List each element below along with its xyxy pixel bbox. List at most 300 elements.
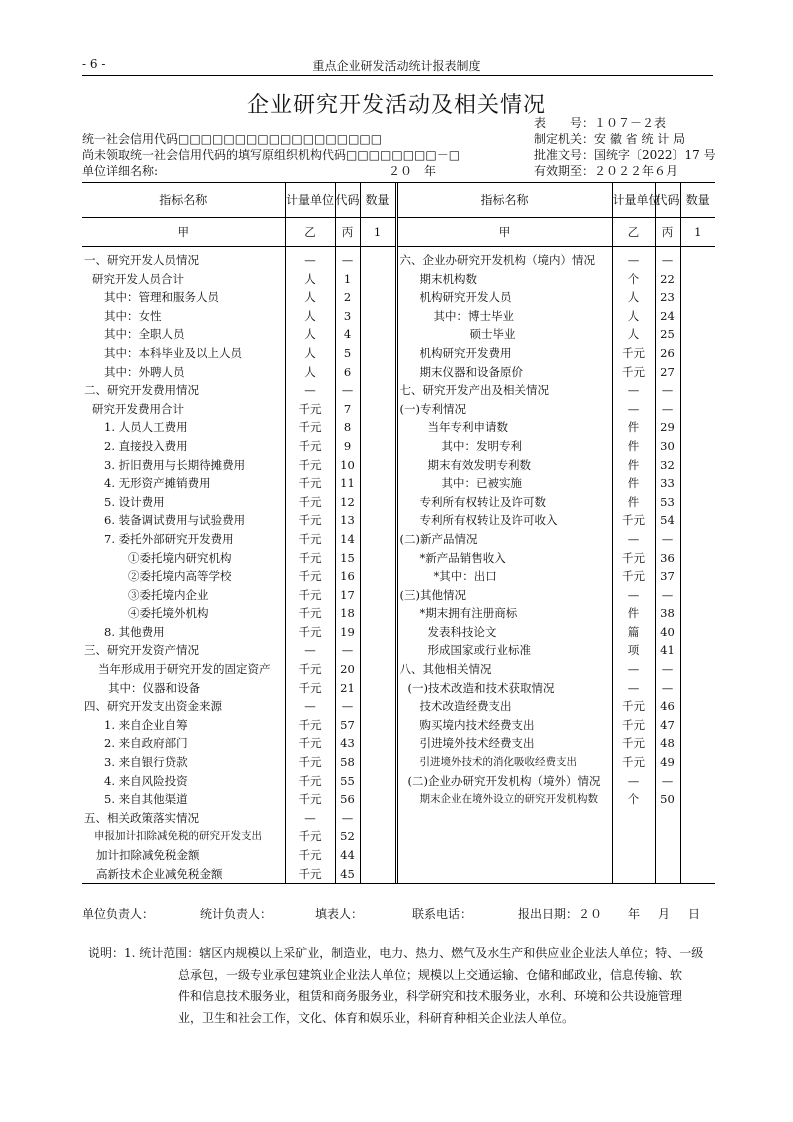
unit-cell: 千元 xyxy=(285,623,335,642)
qty-cell xyxy=(680,549,715,568)
unit-cell: 千元 xyxy=(285,604,335,623)
code-cell xyxy=(655,827,680,846)
unit-cell: 千元 xyxy=(612,753,655,772)
indicator-name: 专利所有权转让及许可收入 xyxy=(396,511,612,530)
table-row xyxy=(82,344,715,363)
code-cell: 54 xyxy=(655,511,680,530)
code-cell: 29 xyxy=(655,418,680,437)
col-header-code: 代码 xyxy=(335,183,360,218)
indicator-name: 5. 来自其他渠道 xyxy=(104,792,188,807)
footer-phone: 联系电话： xyxy=(412,907,473,921)
code-cell: 9 xyxy=(335,437,360,456)
unit-cell: — xyxy=(612,679,655,698)
table-row xyxy=(82,827,715,846)
unit-cell: — xyxy=(612,586,655,605)
qty-cell xyxy=(680,381,715,400)
indicator-name: 1. 人员人工费用 xyxy=(104,420,188,435)
qty-cell xyxy=(680,437,715,456)
qty-cell xyxy=(360,288,396,307)
indicator-name: (三)其他情况 xyxy=(396,586,612,605)
unit-cell: 人 xyxy=(612,288,655,307)
unit-cell: 人 xyxy=(285,363,335,382)
unit-cell: 人 xyxy=(612,325,655,344)
unit-cell: 千元 xyxy=(285,790,335,809)
col-sub-qty: 1 xyxy=(360,218,396,247)
unit-cell: 人 xyxy=(285,270,335,289)
qty-cell xyxy=(360,493,396,512)
note-line: 件和信息技术服务业，租赁和商务服务业，科学研究和技术服务业，水利、环境和公共设施管理 xyxy=(178,989,683,1003)
qty-cell xyxy=(680,716,715,735)
unit-cell: 个 xyxy=(612,270,655,289)
qty-cell xyxy=(680,567,715,586)
code-cell: 49 xyxy=(655,753,680,772)
code-cell: 15 xyxy=(335,549,360,568)
code-cell: 2 xyxy=(335,288,360,307)
unit-cell: — xyxy=(612,247,655,270)
code-cell: 12 xyxy=(335,493,360,512)
unit-cell: 件 xyxy=(612,604,655,623)
qty-cell xyxy=(360,623,396,642)
unit-cell: 千元 xyxy=(285,716,335,735)
table-row xyxy=(82,679,715,698)
table-row xyxy=(82,325,715,344)
indicator-name: 2. 来自政府部门 xyxy=(104,736,188,751)
indicator-name: 其中：女性 xyxy=(104,308,162,323)
indicator-name: 硕士毕业 xyxy=(396,325,612,344)
code-cell: 38 xyxy=(655,604,680,623)
indicator-name: 三、研究开发资产情况 xyxy=(84,643,199,658)
table-row xyxy=(82,772,715,791)
approval-number: 批准文号：国统字〔2022〕17 号 xyxy=(534,148,716,162)
table-row xyxy=(82,493,715,512)
indicator-name: 3. 折旧费用与长期待摊费用 xyxy=(104,457,246,472)
qty-cell xyxy=(360,641,396,660)
qty-cell xyxy=(680,307,715,326)
unit-cell: 千元 xyxy=(285,493,335,512)
table-row xyxy=(82,474,715,493)
table-row xyxy=(82,437,715,456)
col-header-unit: 计量单位 xyxy=(285,183,335,218)
qty-cell xyxy=(360,716,396,735)
table-row xyxy=(82,734,715,753)
qty-cell xyxy=(680,865,715,884)
qty-cell xyxy=(360,697,396,716)
indicator-name: 其中：博士毕业 xyxy=(396,307,612,326)
unit-cell: 人 xyxy=(285,307,335,326)
qty-cell xyxy=(360,247,396,270)
indicator-name: 其中：仪器和设备 xyxy=(108,680,200,695)
qty-cell xyxy=(680,586,715,605)
unit-cell: — xyxy=(612,660,655,679)
qty-cell xyxy=(360,381,396,400)
code-cell: 37 xyxy=(655,567,680,586)
table-row xyxy=(82,865,715,884)
unit-cell: 千元 xyxy=(612,716,655,735)
indicator-name: 加计扣除减免税金额 xyxy=(96,848,200,862)
table-row xyxy=(82,604,715,623)
indicator-name: ①委托境内研究机构 xyxy=(128,550,232,565)
indicator-name: ③委托境内企业 xyxy=(128,587,209,602)
col-header-name: 指标名称 xyxy=(82,183,285,218)
unit-cell: 千元 xyxy=(612,363,655,382)
code-cell: 53 xyxy=(655,493,680,512)
code-cell: — xyxy=(655,400,680,419)
indicator-name: (二)企业办研究开发机构（境外）情况 xyxy=(396,772,612,791)
indicator-name: 其中：外聘人员 xyxy=(104,364,185,379)
unit-cell: 人 xyxy=(612,307,655,326)
qty-cell xyxy=(360,344,396,363)
table-row xyxy=(82,418,715,437)
qty-cell xyxy=(680,344,715,363)
code-cell: 52 xyxy=(335,827,360,846)
qty-cell xyxy=(360,474,396,493)
code-cell: 1 xyxy=(335,270,360,289)
unit-cell: 千元 xyxy=(612,511,655,530)
unit-cell xyxy=(612,865,655,884)
table-row xyxy=(82,247,715,270)
indicator-name: 引进境外技术的消化吸收经费支出 xyxy=(396,753,612,772)
code-cell: 3 xyxy=(335,307,360,326)
indicator-name: 八、其他相关情况 xyxy=(396,660,612,679)
col-sub-code: 丙 xyxy=(335,218,360,247)
unit-cell: 个 xyxy=(612,790,655,809)
code-cell: 13 xyxy=(335,511,360,530)
code-cell: 26 xyxy=(655,344,680,363)
code-cell: — xyxy=(655,586,680,605)
unit-cell: 篇 xyxy=(612,623,655,642)
indicator-name: 5. 设计费用 xyxy=(104,494,165,509)
code-cell: — xyxy=(335,381,360,400)
code-cell: 20 xyxy=(335,660,360,679)
table-row xyxy=(82,846,715,865)
unit-cell: — xyxy=(612,772,655,791)
indicator-name: 六、企业办研究开发机构（境内）情况 xyxy=(396,247,612,270)
table-row xyxy=(82,549,715,568)
unit-cell: 千元 xyxy=(285,418,335,437)
indicator-name: *新产品销售收入 xyxy=(396,549,612,568)
code-cell: 7 xyxy=(335,400,360,419)
code-cell: — xyxy=(655,772,680,791)
qty-cell xyxy=(360,827,396,846)
table-row xyxy=(82,790,715,809)
unit-cell: 件 xyxy=(612,493,655,512)
indicator-name: 期末机构数 xyxy=(396,270,612,289)
indicator-name xyxy=(396,809,612,828)
code-cell: 4 xyxy=(335,325,360,344)
indicator-name: 期末有效发明专利数 xyxy=(396,456,612,475)
table-row xyxy=(82,381,715,400)
indicator-name: 其中：已被实施 xyxy=(396,474,612,493)
qty-cell xyxy=(360,734,396,753)
indicator-name: (一)专利情况 xyxy=(396,400,612,419)
explanatory-notes xyxy=(88,943,704,1029)
unit-cell: 千元 xyxy=(285,474,335,493)
table-row xyxy=(82,456,715,475)
unit-cell: 千元 xyxy=(285,772,335,791)
unit-cell: 件 xyxy=(612,456,655,475)
running-title: 重点企业研发活动统计报表制度 xyxy=(312,59,481,73)
qty-cell xyxy=(360,809,396,828)
indicator-name: 期末仪器和设备原价 xyxy=(396,363,612,382)
unit-cell: 千元 xyxy=(612,734,655,753)
unit-cell: 千元 xyxy=(285,511,335,530)
table-row xyxy=(82,511,715,530)
indicator-name: 其中：全职人员 xyxy=(104,327,185,342)
qty-cell xyxy=(360,549,396,568)
unit-cell: 千元 xyxy=(285,846,335,865)
indicator-name: 1. 来自企业自筹 xyxy=(104,717,188,732)
code-cell: 50 xyxy=(655,790,680,809)
indicator-name: 二、研究开发费用情况 xyxy=(84,383,199,398)
indicator-name: 七、研究开发产出及相关情况 xyxy=(396,381,612,400)
code-cell: 10 xyxy=(335,456,360,475)
note-line: 业，卫生和社会工作，文化、体育和娱乐业，科研育种相关企业法人单位。 xyxy=(178,1010,575,1025)
code-cell: — xyxy=(335,641,360,660)
code-cell: — xyxy=(655,660,680,679)
unit-cell: 人 xyxy=(285,325,335,344)
code-cell: 21 xyxy=(335,679,360,698)
indicator-name: 2. 直接投入费用 xyxy=(104,438,188,453)
table-row xyxy=(82,363,715,382)
code-cell: — xyxy=(335,247,360,270)
code-cell: 25 xyxy=(655,325,680,344)
indicator-name: 研究开发人员合计 xyxy=(92,271,184,286)
qty-cell xyxy=(360,586,396,605)
qty-cell xyxy=(680,493,715,512)
code-cell: — xyxy=(655,247,680,270)
qty-cell xyxy=(360,679,396,698)
code-cell: 14 xyxy=(335,530,360,549)
indicator-name: *其中：出口 xyxy=(396,567,612,586)
indicator-name: 6. 装备调试费用与试验费用 xyxy=(104,513,246,528)
unit-cell: — xyxy=(612,530,655,549)
unit-cell: 千元 xyxy=(285,586,335,605)
unit-cell: 千元 xyxy=(285,549,335,568)
table-row xyxy=(82,641,715,660)
indicator-name: 当年形成用于研究开发的固定资产 xyxy=(98,662,271,677)
unit-cell: 人 xyxy=(285,344,335,363)
unit-cell: 千元 xyxy=(285,567,335,586)
indicator-name: 其中：发明专利 xyxy=(396,437,612,456)
qty-cell xyxy=(680,530,715,549)
unit-cell xyxy=(612,846,655,865)
code-cell: 24 xyxy=(655,307,680,326)
qty-cell xyxy=(680,474,715,493)
code-cell: 22 xyxy=(655,270,680,289)
unit-cell: 件 xyxy=(612,474,655,493)
form-number: 表 号：１０７－２表 xyxy=(534,116,667,130)
code-cell: — xyxy=(335,809,360,828)
code-cell: 27 xyxy=(655,363,680,382)
code-cell: 43 xyxy=(335,734,360,753)
code-cell: 57 xyxy=(335,716,360,735)
indicator-name: 机构研究开发人员 xyxy=(396,288,612,307)
qty-cell xyxy=(680,809,715,828)
footer-report-date: 报出日期：２０ xyxy=(518,907,603,921)
credit-code-line: 统一社会信用代码□□□□□□□□□□□□□□□□□□ xyxy=(82,132,383,146)
footer-month: 月 xyxy=(658,907,671,921)
qty-cell xyxy=(680,753,715,772)
qty-cell xyxy=(360,753,396,772)
col-header-qty: 数量 xyxy=(360,183,396,218)
code-cell: — xyxy=(655,679,680,698)
qty-cell xyxy=(680,400,715,419)
qty-cell xyxy=(680,418,715,437)
code-cell xyxy=(655,865,680,884)
code-cell: 56 xyxy=(335,790,360,809)
code-cell: 32 xyxy=(655,456,680,475)
qty-cell xyxy=(680,363,715,382)
footer-day: 日 xyxy=(688,907,701,921)
indicator-name: 发表科技论文 xyxy=(396,623,612,642)
table-row xyxy=(82,530,715,549)
code-cell: 40 xyxy=(655,623,680,642)
valid-until: 有效期至：２０２２年６月 xyxy=(534,164,679,178)
code-cell xyxy=(655,809,680,828)
qty-cell xyxy=(360,363,396,382)
code-cell: — xyxy=(655,530,680,549)
code-cell: 48 xyxy=(655,734,680,753)
qty-cell xyxy=(360,325,396,344)
code-cell: 44 xyxy=(335,846,360,865)
indicator-name: 4. 来自风险投资 xyxy=(104,773,188,788)
unit-cell: 千元 xyxy=(285,400,335,419)
qty-cell xyxy=(360,865,396,884)
unit-cell: 人 xyxy=(285,288,335,307)
col-header-qty: 数量 xyxy=(680,183,715,218)
qty-cell xyxy=(360,270,396,289)
indicator-name: 8. 其他费用 xyxy=(104,624,165,639)
code-cell: 30 xyxy=(655,437,680,456)
code-cell: 46 xyxy=(655,697,680,716)
code-cell: 47 xyxy=(655,716,680,735)
col-sub-unit: 乙 xyxy=(612,218,655,247)
unit-cell: 千元 xyxy=(285,437,335,456)
indicator-name: 7. 委托外部研究开发费用 xyxy=(104,531,234,546)
code-cell: 5 xyxy=(335,344,360,363)
footer-unit-head: 单位负责人： xyxy=(82,907,155,921)
indicator-name: 申报加计扣除减免税的研究开发支出 xyxy=(94,830,262,843)
unit-cell xyxy=(612,827,655,846)
code-cell: 17 xyxy=(335,586,360,605)
indicator-name: (二)新产品情况 xyxy=(396,530,612,549)
footer-stat-head: 统计负责人： xyxy=(200,907,273,921)
code-cell: — xyxy=(335,697,360,716)
qty-cell xyxy=(680,325,715,344)
qty-cell xyxy=(680,772,715,791)
unit-cell: — xyxy=(285,247,335,270)
unit-cell: 千元 xyxy=(612,344,655,363)
code-cell: 11 xyxy=(335,474,360,493)
indicator-name: 四、研究开发支出资金来源 xyxy=(84,699,222,714)
indicator-name: 其中：管理和服务人员 xyxy=(104,290,219,305)
unit-cell: 千元 xyxy=(285,679,335,698)
unit-cell: 千元 xyxy=(285,734,335,753)
qty-cell xyxy=(360,790,396,809)
indicator-name: 五、相关政策落实情况 xyxy=(84,810,199,825)
col-sub-name: 甲 xyxy=(396,218,612,247)
indicator-name: 其中：本科毕业及以上人员 xyxy=(104,345,242,360)
indicator-name: *期末拥有注册商标 xyxy=(396,604,612,623)
unit-cell: 千元 xyxy=(612,697,655,716)
qty-cell xyxy=(680,660,715,679)
indicator-name: ②委托境内高等学校 xyxy=(128,569,232,584)
unit-cell: 件 xyxy=(612,418,655,437)
indicator-name: 技术改造经费支出 xyxy=(396,697,612,716)
table-row xyxy=(82,307,715,326)
qty-cell xyxy=(680,270,715,289)
table-row xyxy=(82,716,715,735)
code-cell: 16 xyxy=(335,567,360,586)
qty-cell xyxy=(680,734,715,753)
col-sub-code: 丙 xyxy=(655,218,680,247)
unit-cell: 千元 xyxy=(285,530,335,549)
indicator-name: 专利所有权转让及许可数 xyxy=(396,493,612,512)
indicator-name: 4. 无形资产摊销费用 xyxy=(104,476,211,491)
indicator-name: ④委托境外机构 xyxy=(128,606,209,621)
table-row xyxy=(82,288,715,307)
col-header-name: 指标名称 xyxy=(396,183,612,218)
code-cell: — xyxy=(655,381,680,400)
unit-cell: — xyxy=(285,809,335,828)
indicator-name: 当年专利申请数 xyxy=(396,418,612,437)
table-row xyxy=(82,697,715,716)
indicator-name: 引进境外技术经费支出 xyxy=(396,734,612,753)
footer-filler: 填表人： xyxy=(315,907,364,921)
qty-cell xyxy=(680,247,715,270)
qty-cell xyxy=(360,456,396,475)
indicator-table xyxy=(82,182,715,884)
indicator-name xyxy=(396,827,612,846)
qty-cell xyxy=(360,400,396,419)
qty-cell xyxy=(360,307,396,326)
table-row xyxy=(82,809,715,828)
col-sub-unit: 乙 xyxy=(285,218,335,247)
indicator-name: 购买境内技术经费支出 xyxy=(396,716,612,735)
page-title: 企业研究开发活动及相关情况 xyxy=(246,93,546,118)
qty-cell xyxy=(680,846,715,865)
qty-cell xyxy=(360,418,396,437)
table-row xyxy=(82,270,715,289)
code-cell: 19 xyxy=(335,623,360,642)
col-sub-name: 甲 xyxy=(82,218,285,247)
org-code-line: 尚未领取统一社会信用代码的填写原组织机构代码□□□□□□□□－□ xyxy=(82,148,461,162)
report-year: ２０ 年 xyxy=(388,164,437,178)
col-sub-qty: 1 xyxy=(680,218,715,247)
unit-cell xyxy=(612,809,655,828)
page-number: - 6 - xyxy=(82,57,106,71)
code-cell: 45 xyxy=(335,865,360,884)
table-row xyxy=(82,400,715,419)
qty-cell xyxy=(680,641,715,660)
indicator-name: 研究开发费用合计 xyxy=(92,401,184,416)
note-line: 总承包，一级专业承包建筑业企业法人单位；规模以上交通运输、仓储和邮政业，信息传输、软 xyxy=(178,967,683,982)
code-cell xyxy=(655,846,680,865)
qty-cell xyxy=(680,827,715,846)
qty-cell xyxy=(360,772,396,791)
table-row xyxy=(82,623,715,642)
qty-cell xyxy=(680,288,715,307)
qty-cell xyxy=(360,660,396,679)
col-header-unit: 计量单位 xyxy=(612,183,655,218)
code-cell: 41 xyxy=(655,641,680,660)
unit-cell: — xyxy=(285,697,335,716)
code-cell: 33 xyxy=(655,474,680,493)
code-cell: 58 xyxy=(335,753,360,772)
code-cell: 36 xyxy=(655,549,680,568)
qty-cell xyxy=(680,790,715,809)
table-row xyxy=(82,753,715,772)
